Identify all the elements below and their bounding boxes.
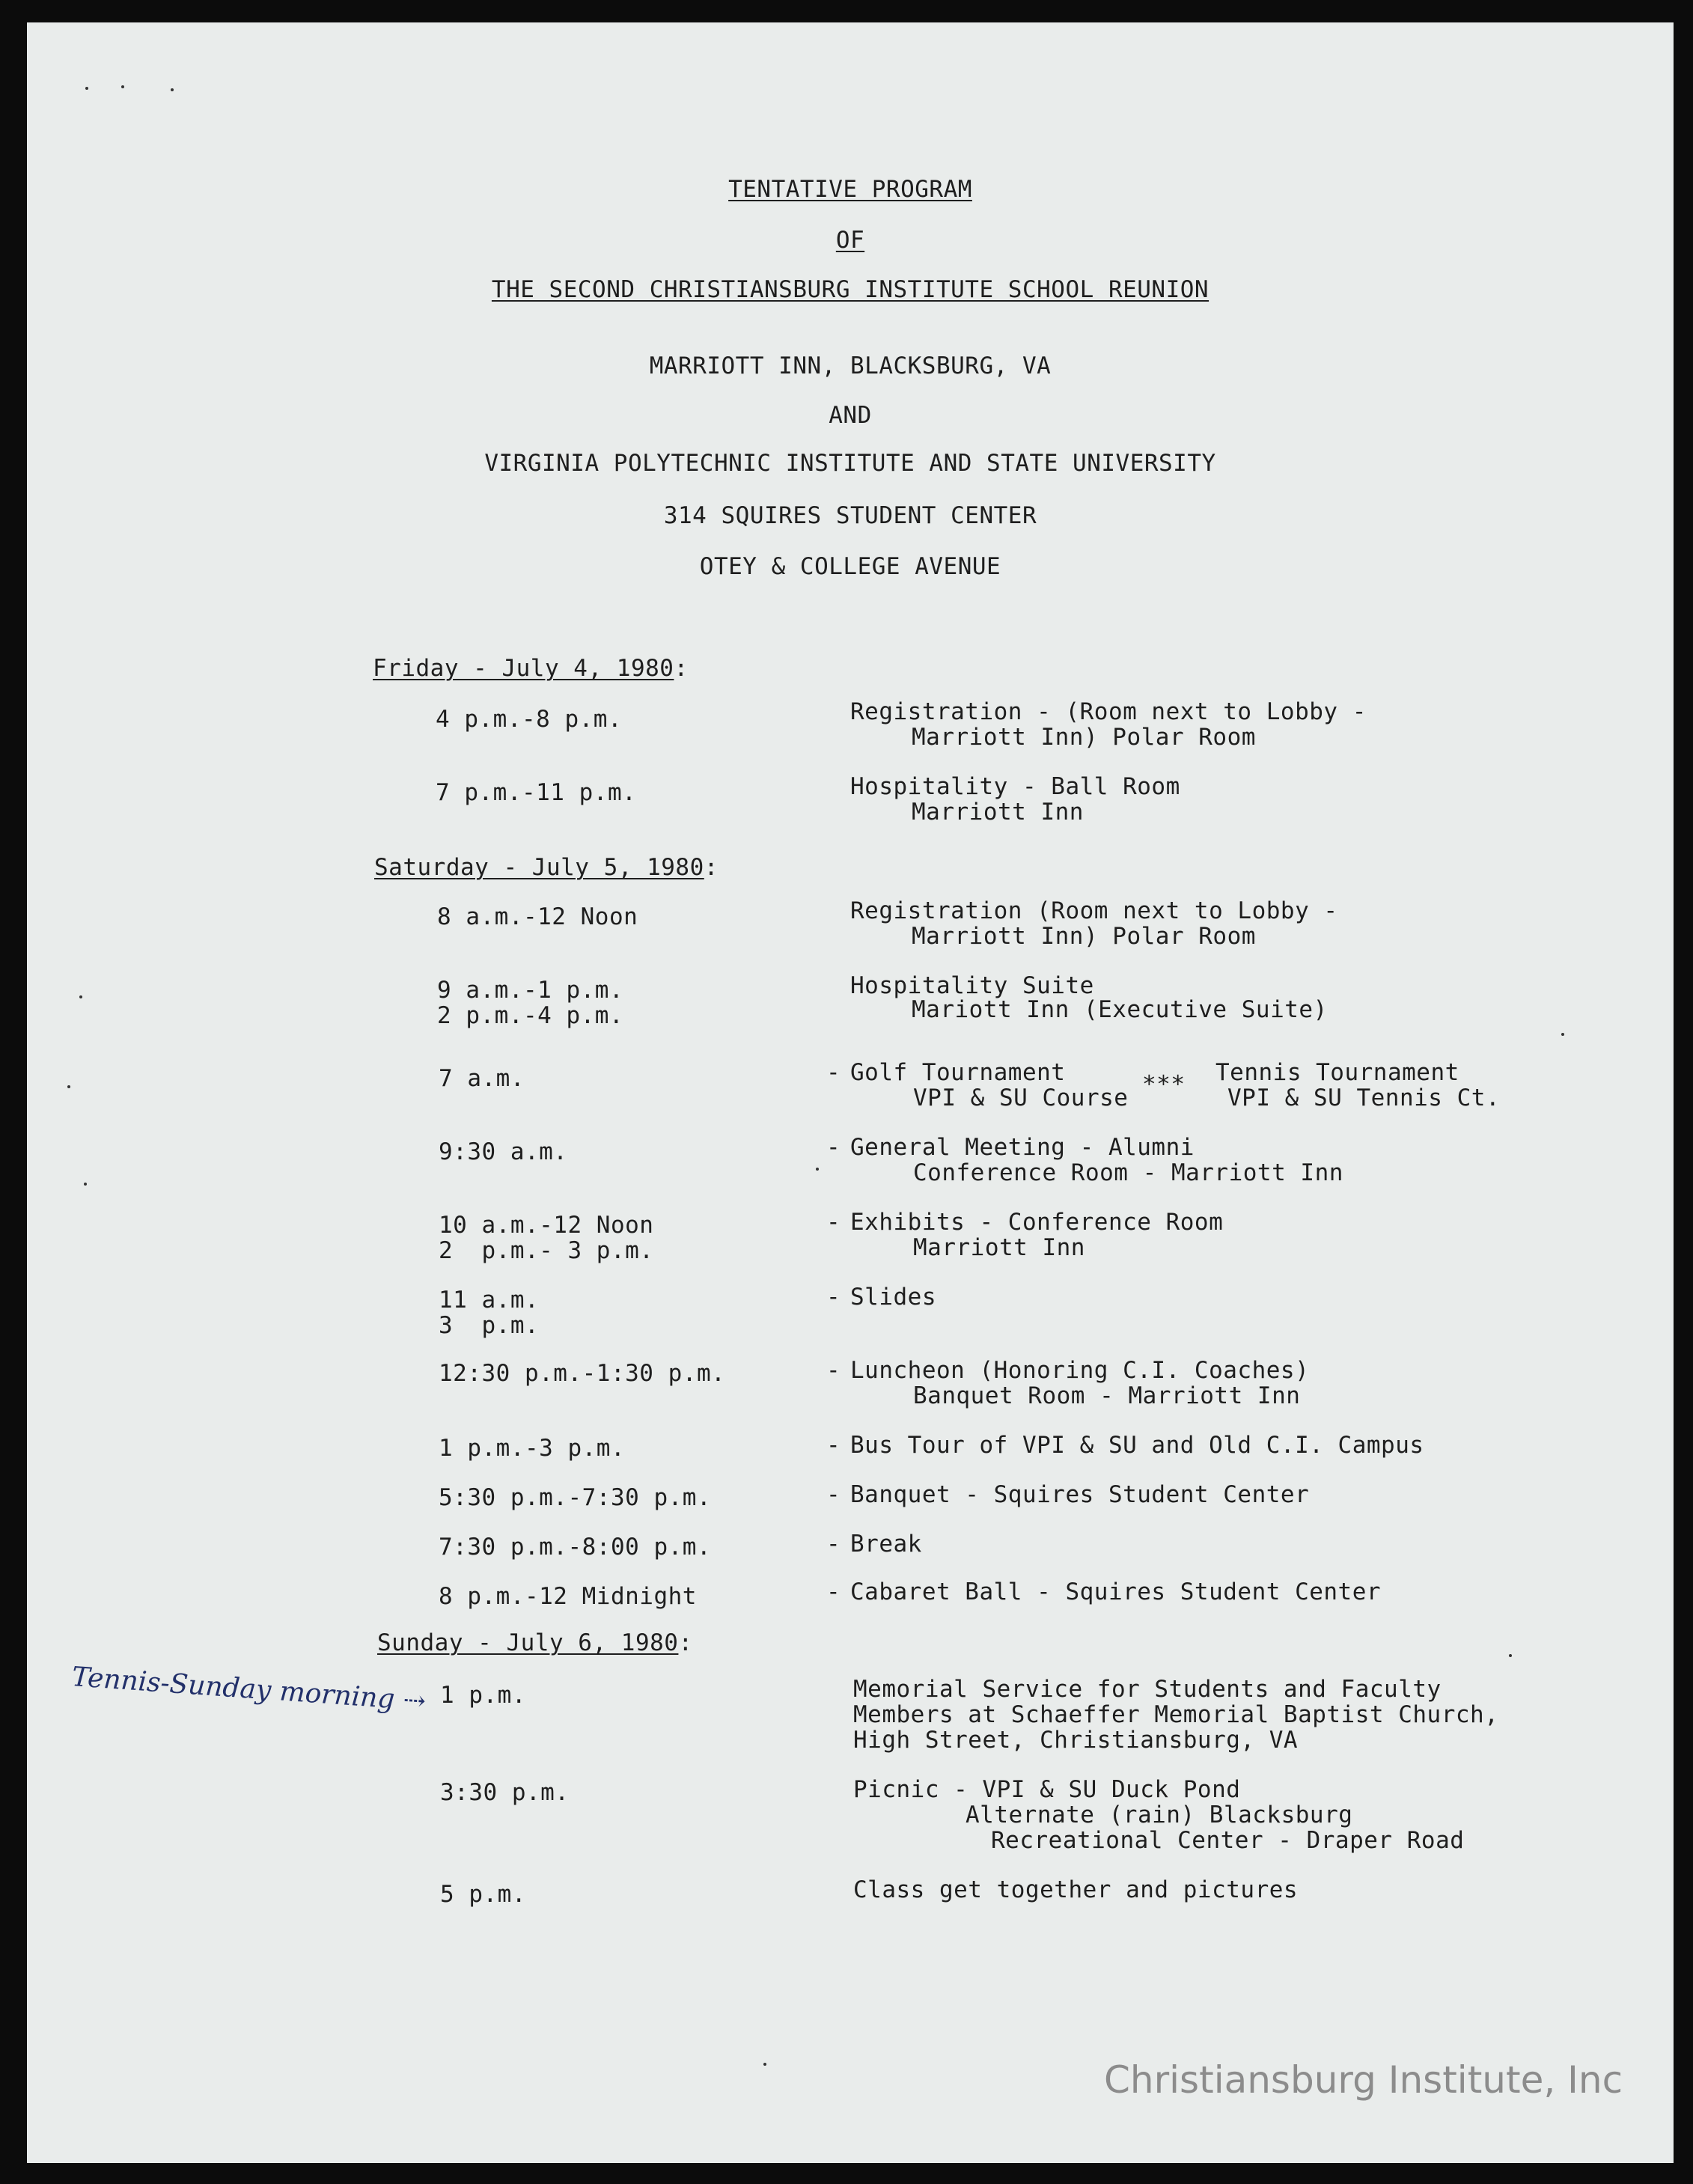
saturday-time-9: 5:30 p.m.-7:30 p.m. [439,1484,712,1511]
saturday-dash-11: - [826,1578,841,1605]
sunday-event-1-line-3: High Street, Christiansburg, VA [853,1727,1299,1754]
sunday-event-2-line-2: Alternate (rain) Blacksburg [966,1802,1353,1828]
saturday-event-3-alt-line-2: VPI & SU Tennis Ct. [1227,1085,1501,1111]
saturday-dash-7: - [826,1357,841,1384]
saturday-event-7-line-2: Banquet Room - Marriott Inn [913,1382,1301,1409]
saturday-dash-6: - [826,1284,841,1311]
paper-speck [79,995,82,998]
saturday-time-5a: 10 a.m.-12 Noon [439,1212,654,1239]
sunday-event-2-line-1: Picnic - VPI & SU Duck Pond [853,1776,1241,1803]
sunday-event-2-line-3: Recreational Center - Draper Road [991,1827,1465,1854]
saturday-dash-8: - [826,1432,841,1459]
paper-speck [763,2063,766,2066]
day-heading-saturday: Saturday - July 5, 1980: [374,854,719,881]
sunday-time-2: 3:30 p.m. [440,1779,570,1806]
title-of: OF [835,227,865,254]
saturday-event-1-line-1: Registration (Room next to Lobby - [850,897,1338,924]
saturday-event-3-line-2: VPI & SU Course [913,1085,1129,1111]
paper-speck [67,1085,70,1088]
arrow-icon: ⇢ [402,1685,427,1718]
sunday-event-3-line-1: Class get together and pictures [853,1876,1299,1903]
saturday-event-3-alt-line-1: Tennis Tournament [1215,1059,1459,1086]
sunday-time-1: 1 p.m. [440,1682,526,1709]
paper-speck [171,88,174,91]
saturday-dash-9: - [826,1481,841,1508]
saturday-event-11-line-1: Cabaret Ball - Squires Student Center [850,1578,1382,1605]
watermark: Christiansburg Institute, Inc [1104,2058,1623,2102]
saturday-time-6a: 11 a.m. [439,1287,540,1314]
saturday-event-5-line-2: Marriott Inn [913,1234,1085,1261]
document-subtitle: THE SECOND CHRISTIANSBURG INSTITUTE SCHOOL REUNION [491,276,1209,303]
friday-time-1: 4 p.m.-8 p.m. [436,706,623,733]
venue-and: AND [829,402,872,429]
paper-speck [121,85,124,88]
saturday-dash-5: - [826,1209,841,1236]
sunday-time-3: 5 p.m. [440,1881,526,1908]
friday-event-2-line-2: Marriott Inn [912,799,1084,826]
saturday-time-8: 1 p.m.-3 p.m. [439,1435,626,1462]
saturday-time-11: 8 p.m.-12 Midnight [439,1583,697,1610]
day-heading-friday: Friday - July 4, 1980: [373,655,689,682]
venue-line-2: VIRGINIA POLYTECHNIC INSTITUTE AND STATE UNIVERSITY [484,450,1216,477]
saturday-dash-4: - [826,1134,841,1161]
handwritten-note: Tennis-Sunday morning ⇢ [70,1662,427,1718]
sunday-event-1-line-1: Memorial Service for Students and Faculty [853,1676,1442,1703]
saturday-event-6-line-1: Slides [850,1284,936,1311]
saturday-event-3-line-1: Golf Tournament [850,1059,1066,1086]
friday-time-2: 7 p.m.-11 p.m. [436,779,637,806]
saturday-event-2-line-1: Hospitality Suite [850,972,1094,999]
saturday-time-3: 7 a.m. [439,1065,525,1092]
sunday-event-1-line-2: Members at Schaeffer Memorial Baptist Church, [853,1701,1499,1728]
document-page [27,22,1674,2163]
saturday-time-6b: 3 p.m. [439,1312,540,1339]
saturday-event-4-line-1: General Meeting - Alumni [850,1134,1195,1161]
venue-line-4: OTEY & COLLEGE AVENUE [699,553,1001,580]
saturday-event-3-separator: *** [1142,1071,1186,1098]
saturday-event-2-line-2: Mariott Inn (Executive Suite) [912,996,1328,1023]
saturday-time-7: 12:30 p.m.-1:30 p.m. [439,1360,726,1387]
day-heading-sunday: Sunday - July 6, 1980: [377,1629,693,1656]
venue-line-3: 314 SQUIRES STUDENT CENTER [663,502,1037,529]
venue-line-1: MARRIOTT INN, BLACKSBURG, VA [649,353,1052,379]
saturday-time-4: 9:30 a.m. [439,1138,568,1165]
paper-speck [85,87,88,90]
saturday-event-4-line-2: Conference Room - Marriott Inn [913,1159,1343,1186]
saturday-event-7-line-1: Luncheon (Honoring C.I. Coaches) [850,1357,1310,1384]
paper-speck [1561,1033,1564,1036]
saturday-event-8-line-1: Bus Tour of VPI & SU and Old C.I. Campus [850,1432,1424,1459]
saturday-time-2b: 2 p.m.-4 p.m. [437,1002,624,1029]
saturday-event-10-line-1: Break [850,1531,922,1558]
friday-event-2-line-1: Hospitality - Ball Room [850,773,1180,800]
saturday-time-1: 8 a.m.-12 Noon [437,903,638,930]
saturday-event-5-line-1: Exhibits - Conference Room [850,1209,1224,1236]
paper-speck [84,1183,87,1186]
friday-event-1-line-2: Marriott Inn) Polar Room [912,724,1256,751]
saturday-time-5b: 2 p.m.- 3 p.m. [439,1237,654,1264]
saturday-event-9-line-1: Banquet - Squires Student Center [850,1481,1310,1508]
saturday-dash-10: - [826,1531,841,1558]
friday-event-1-line-1: Registration - (Room next to Lobby - [850,698,1367,725]
saturday-event-1-line-2: Marriott Inn) Polar Room [912,923,1256,950]
saturday-time-10: 7:30 p.m.-8:00 p.m. [439,1534,712,1561]
document-title: TENTATIVE PROGRAM [728,176,972,203]
paper-speck [1509,1654,1512,1657]
saturday-dash-3: - [826,1059,841,1086]
saturday-time-2a: 9 a.m.-1 p.m. [437,977,624,1004]
paper-speck [816,1168,819,1171]
